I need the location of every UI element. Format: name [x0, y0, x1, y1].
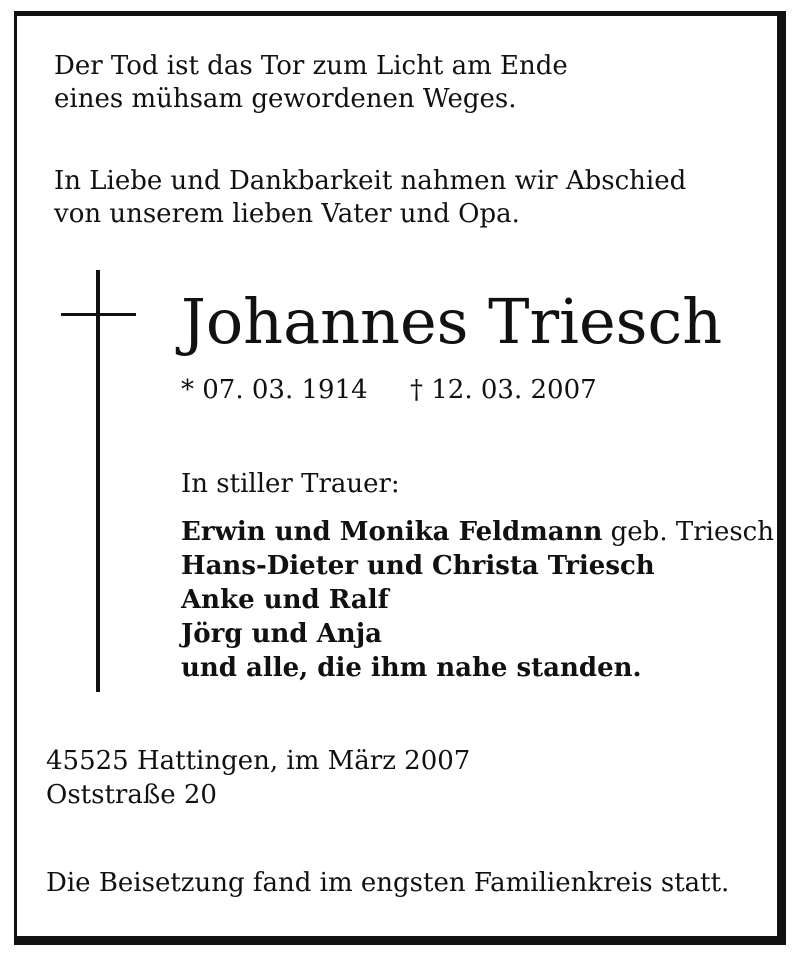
mourning-heading: In stiller Trauer: — [181, 469, 400, 499]
street-address: Oststraße 20 — [46, 780, 217, 810]
motto-line-1: Der Tod ist das Tor zum Licht am Ende — [54, 51, 568, 81]
death-date: † 12. 03. 2007 — [410, 375, 597, 405]
farewell-line-2: von unserem lieben Vater und Opa. — [54, 199, 520, 229]
cross-horizontal-bar — [61, 313, 136, 316]
deceased-name: Johannes Triesch — [181, 285, 723, 358]
cross-vertical-bar — [96, 270, 100, 692]
mourner-line: Jörg und Anja — [181, 619, 382, 649]
mourner-line: Hans-Dieter und Christa Triesch — [181, 551, 655, 581]
motto-line-2: eines mühsam gewordenen Weges. — [54, 84, 517, 114]
mourner-line: Anke und Ralf — [181, 585, 389, 615]
mourner-suffix: geb. Triesch — [602, 517, 774, 547]
mourner-line: und alle, die ihm nahe standen. — [181, 653, 642, 683]
mourner-line — [181, 516, 774, 548]
place-date: 45525 Hattingen, im März 2007 — [46, 746, 471, 776]
farewell-line-1: In Liebe und Dankbarkeit nahmen wir Abschied — [54, 166, 687, 196]
burial-note: Die Beisetzung fand im engsten Familienkreis statt. — [46, 868, 730, 898]
mourner-name: Erwin und Monika Feldmann — [181, 517, 603, 547]
birth-date: * 07. 03. 1914 — [181, 375, 368, 405]
